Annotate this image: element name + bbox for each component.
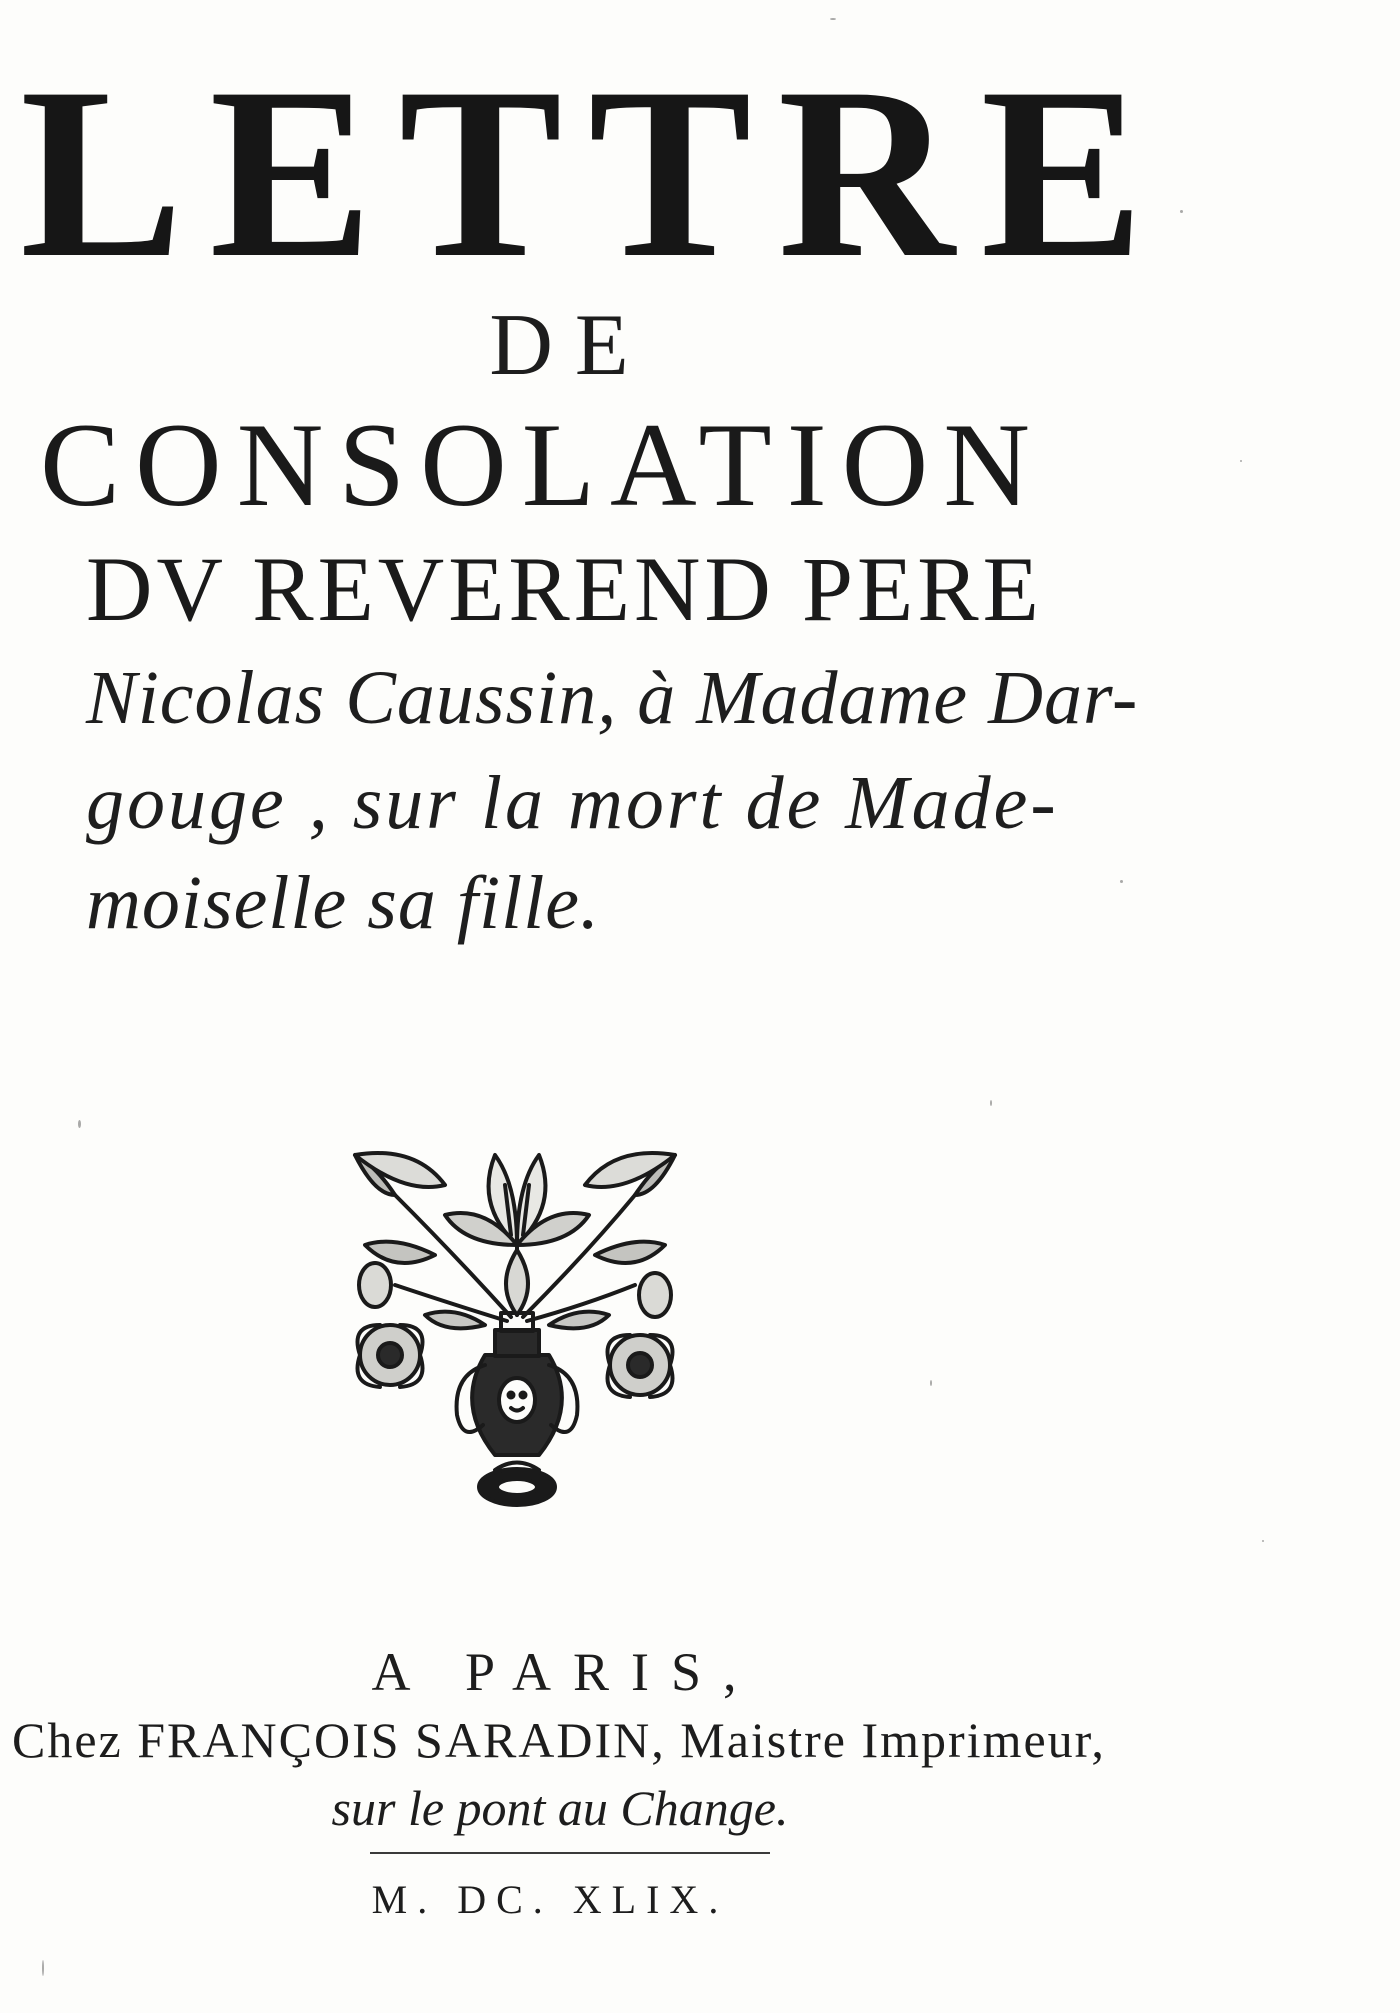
imprint-date: M. DC. XLIX. — [371, 1877, 729, 1922]
subtitle-line-3: moiselle sa fille. — [86, 861, 601, 945]
imprint-address: sur le pont au Change. — [331, 1780, 789, 1836]
paper-speck — [1120, 880, 1123, 883]
title-de: DE — [489, 297, 651, 394]
title-consolation: CONSOLATION — [40, 398, 1045, 531]
subtitle-line-1: Nicolas Caussin, à Madame Dar- — [86, 656, 1139, 740]
divider-rule — [370, 1852, 770, 1854]
paper-speck — [930, 1380, 932, 1386]
paper-speck — [1180, 210, 1183, 213]
subtitle-line-2: gouge , sur la mort de Made- — [86, 761, 1059, 845]
paper-speck — [830, 18, 836, 20]
flower-vase-woodcut-icon — [335, 1125, 695, 1515]
title-reverend-pere: DV REVEREND PERE — [86, 538, 1043, 640]
title-lettre: LETTRE — [20, 37, 1170, 308]
paper-speck — [1262, 1540, 1264, 1542]
paper-speck — [78, 1120, 81, 1128]
paper-speck — [990, 1100, 992, 1106]
imprint-printer: Chez FRANÇOIS SARADIN, Maistre Imprimeur, — [12, 1712, 1106, 1768]
paper-speck — [1240, 460, 1242, 462]
paper-speck — [42, 1960, 44, 1976]
imprint-city: A PARIS, — [371, 1642, 759, 1702]
